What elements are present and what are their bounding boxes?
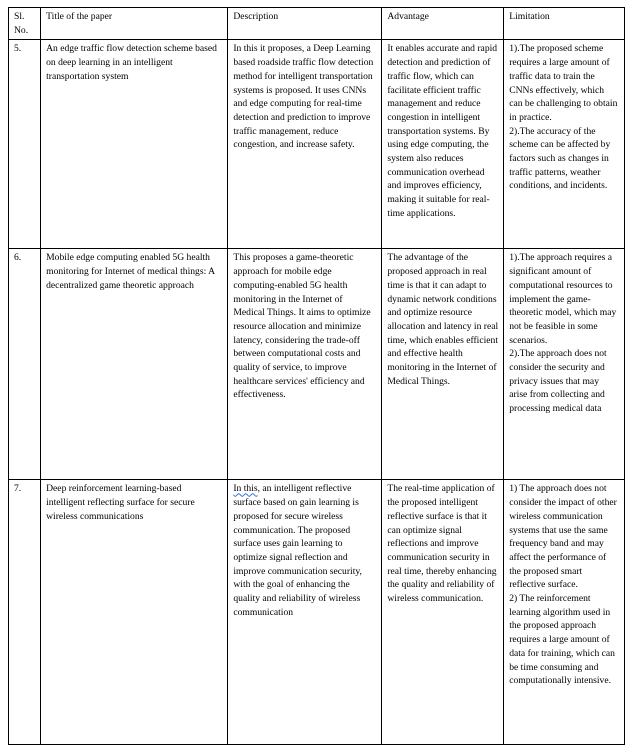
spellcheck-marked-text: In this	[233, 483, 258, 495]
cell-advantage: The real-time application of the proposed intelligent reflective surface is that it can optimize signal reflections and improve communication security in real time, thereby enhancing the quality and reliability of wireless communication.	[382, 480, 504, 745]
header-title: Title of the paper	[41, 8, 228, 40]
description-text: , an intelligent reflective surface based on gain learning is proposed for secure wireless communication. The proposed surface uses gain learning to optimize signal reflection and improve communication security, with the goal of enhancing the quality and reliability of wireless communication	[233, 483, 362, 618]
cell-title: An edge traffic flow detection scheme based on deep learning in an intelligent transportation system	[41, 40, 228, 249]
header-advantage: Advantage	[382, 8, 504, 40]
limitation-point: 1) The approach does not consider the impact of other wireless communication systems that use the same frequency band and may affect the performance of the proposed smart reflective surface.	[509, 483, 617, 591]
header-limitation: Limitation	[504, 8, 625, 40]
table-row	[9, 249, 625, 480]
header-sl-no: Sl. No.	[9, 8, 41, 40]
limitation-point: 2) The reinforcement learning algorithm used in the proposed approach requires a large amount of data for training, which can be time consuming and computationally intensive.	[509, 593, 615, 687]
cell-description: This proposes a game-theoretic approach for mobile edge computing-enabled 5G health monitoring in the Internet of Medical Things. It aims to optimize resource allocation and minimize latency, considering the trade-off between computational costs and quality of service, to improve healthcare services' efficiency and effectiveness.	[228, 249, 382, 480]
cell-sl-no: 5.	[9, 40, 41, 249]
cell-sl-no: 7.	[9, 480, 41, 745]
table-header-row	[9, 8, 625, 40]
literature-review-table	[8, 7, 625, 745]
cell-advantage: It enables accurate and rapid detection and prediction of traffic flow, which can facilitate efficient traffic management and reduce congestion in intelligent transportation systems. By using edge computing, the system also reduces communication overhead and improves efficiency, making it suitable for real-time applications.	[382, 40, 504, 249]
cell-limitation	[504, 480, 625, 745]
table-row	[9, 480, 625, 745]
table-row	[9, 40, 625, 249]
limitation-point: 1).The proposed scheme requires a large amount of traffic data to train the CNNs effectively, which can be challenging to obtain in practice.	[509, 43, 618, 123]
limitation-point: 2).The approach does not consider the security and privacy issues that may arise from collecting and processing medical data	[509, 348, 607, 415]
cell-title: Deep reinforcement learning-based intelligent reflecting surface for secure wireless communications	[41, 480, 228, 745]
cell-limitation	[504, 249, 625, 480]
cell-description: In this it proposes, a Deep Learning based roadside traffic flow detection method for intelligent transportation systems is proposed. It uses CNNs and edge computing for real-time detection and prediction to improve traffic management, reduce congestion, and increase safety.	[228, 40, 382, 249]
cell-description	[228, 480, 382, 745]
cell-advantage: The advantage of the proposed approach in real time is that it can adapt to dynamic network conditions and optimize resource allocation and latency in real time, which enables efficient and effective health monitoring in the Internet of Medical Things.	[382, 249, 504, 480]
cell-limitation	[504, 40, 625, 249]
cell-sl-no: 6.	[9, 249, 41, 480]
limitation-point: 2).The accuracy of the scheme can be affected by factors such as changes in traffic patterns, weather conditions, and incidents.	[509, 125, 611, 192]
cell-title: Mobile edge computing enabled 5G health monitoring for Internet of medical things: A decentralized game theoretic approach	[41, 249, 228, 480]
limitation-point: 1).The approach requires a significant amount of computational resources to implement the game-theoretic model, which may not be feasible in some scenarios.	[509, 252, 617, 346]
header-description: Description	[228, 8, 382, 40]
